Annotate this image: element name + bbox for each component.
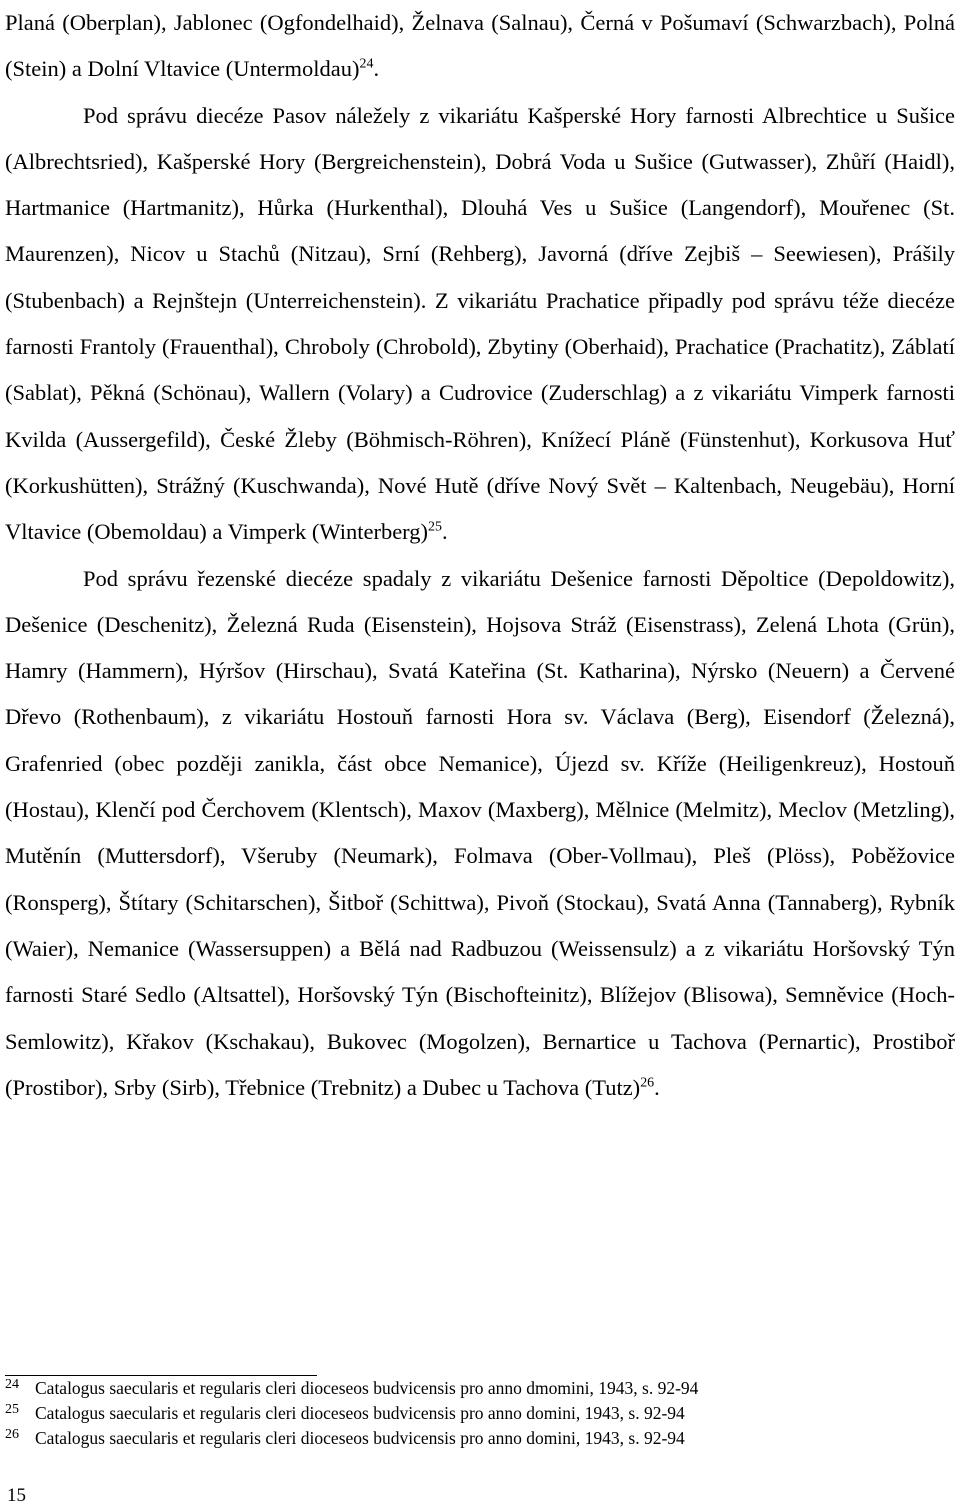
footnote-25 bbox=[5, 1401, 955, 1426]
paragraph-3 bbox=[5, 556, 955, 1112]
footnote-24 bbox=[5, 1376, 955, 1401]
footnote-number: 24 bbox=[5, 1377, 19, 1392]
page-number: 15 bbox=[7, 1485, 26, 1506]
paragraph-3-text: Pod správu řezenské diecéze spadaly z vikariátu Dešenice farnosti Děpoltice (Depoldowitz), Dešenice (Deschenitz), Železná Ruda (Eisenstein), Hojsova Stráž (Eisenstrass), Zelená Lhota (Grün), Hamry (Hammern), Hýršov (Hirschau), Svatá Kateřina (St. Katharina), Nýrsko (Neuern) a Červené Dřevo (Rothenbaum), z vikariátu Hostouň farnosti Hora sv. Václava (Berg), Eisendorf (Železná), Grafenried (obec později zanikla, část obce Nemanice), Újezd sv. Kříže (Heiligenkreuz), Hostouň (Hostau), Klenčí pod Čerchovem (Klentsch), Maxov (Maxberg), Mělnice (Melmitz), Meclov (Metzling), Mutěnín (Muttersdorf), Všeruby (Neumark), Folmava (Ober-Vollmau), Pleš (Plöss), Poběžovice (Ronsperg), Štítary (Schitarschen), Šitboř (Schittwa), Pivoň (Stockau), Svatá Anna (Tannaberg), Rybník (Waier), Nemanice (Wassersuppen) a Bělá nad Radbuzou (Weissensulz) a z vikariátu Horšovský Týn farnosti Staré Sedlo (Altsattel), Horšovský Týn (Bischofteinitz), Blížejov (Blisowa), Semněvice (Hoch-Semlowitz), Křakov (Kschakau), Bukovec (Mogolzen), Bernartice u Tachova (Pernartic), Prostiboř (Prostibor), Srby (Sirb), Třebnice (Trebnitz) a Dubec u Tachova (Tutz) bbox=[5, 565, 955, 1100]
footnote-number: 25 bbox=[5, 1402, 19, 1417]
footnote-ref-25[interactable]: 25 bbox=[428, 519, 442, 535]
footnotes bbox=[5, 1376, 955, 1451]
paragraph-1-tail: . bbox=[373, 56, 380, 82]
footnote-text: Catalogus saecularis et regularis cleri dioceseos budvicensis pro anno dmomini, 1943, s. 92-94 bbox=[35, 1378, 699, 1398]
paragraph-1 bbox=[5, 0, 955, 93]
paragraph-2-tail: . bbox=[441, 519, 448, 545]
footnote-text: Catalogus saecularis et regularis cleri dioceseos budvicensis pro anno domini, 1943, s. 92-94 bbox=[35, 1403, 685, 1423]
footnote-number: 26 bbox=[5, 1427, 19, 1442]
paragraph-2-text: Pod správu diecéze Pasov náležely z vikariátu Kašperské Hory farnosti Albrechtice u Sušice (Albrechtsried), Kašperské Hory (Bergreichenstein), Dobrá Voda u Sušice (Gutwasser), Zhůří (Haidl), Hartmanice (Hartmanitz), Hůrka (Hurkenthal), Dlouhá Ves u Sušice (Langendorf), Mouřenec (St. Maurenzen), Nicov u Stachů (Nitzau), Srní (Rehberg), Javorná (dříve Zejbiš – Seewiesen), Prášily (Stubenbach) a Rejnštejn (Unterreichenstein). Z vikariátu Prachatice připadly pod správu téže diecéze farnosti Frantoly (Frauenthal), Chroboly (Chrobold), Zbytiny (Oberhaid), Prachatice (Prachatitz), Záblatí (Sablat), Pěkná (Schönau), Wallern (Volary) a Cudrovice (Zuderschlag) a z vikariátu Vimperk farnosti Kvilda (Aussergefild), České Žleby (Böhmisch-Röhren), Knížecí Pláně (Fünstenhut), Korkusova Huť (Korkushütten), Strážný (Kuschwanda), Nové Hutě (dříve Nový Svět – Kaltenbach, Neugebäu), Horní Vltavice (Obemoldau) a Vimperk (Winterberg) bbox=[5, 102, 955, 545]
footnote-ref-26[interactable]: 26 bbox=[640, 1075, 655, 1091]
paragraph-3-tail: . bbox=[654, 1074, 660, 1100]
footnote-ref-24[interactable]: 24 bbox=[359, 56, 374, 72]
body-text bbox=[5, 0, 955, 1111]
paragraph-1-text: Planá (Oberplan), Jablonec (Ogfondelhaid), Želnava (Salnau), Černá v Pošumaví (Schwarzbach), Polná (Stein) a Dolní Vltavice (Untermoldau) bbox=[5, 10, 955, 82]
paragraph-2 bbox=[5, 93, 955, 556]
footnote-text: Catalogus saecularis et regularis cleri dioceseos budvicensis pro anno domini, 1943, s. 92-94 bbox=[35, 1428, 685, 1448]
footnote-26 bbox=[5, 1426, 955, 1451]
